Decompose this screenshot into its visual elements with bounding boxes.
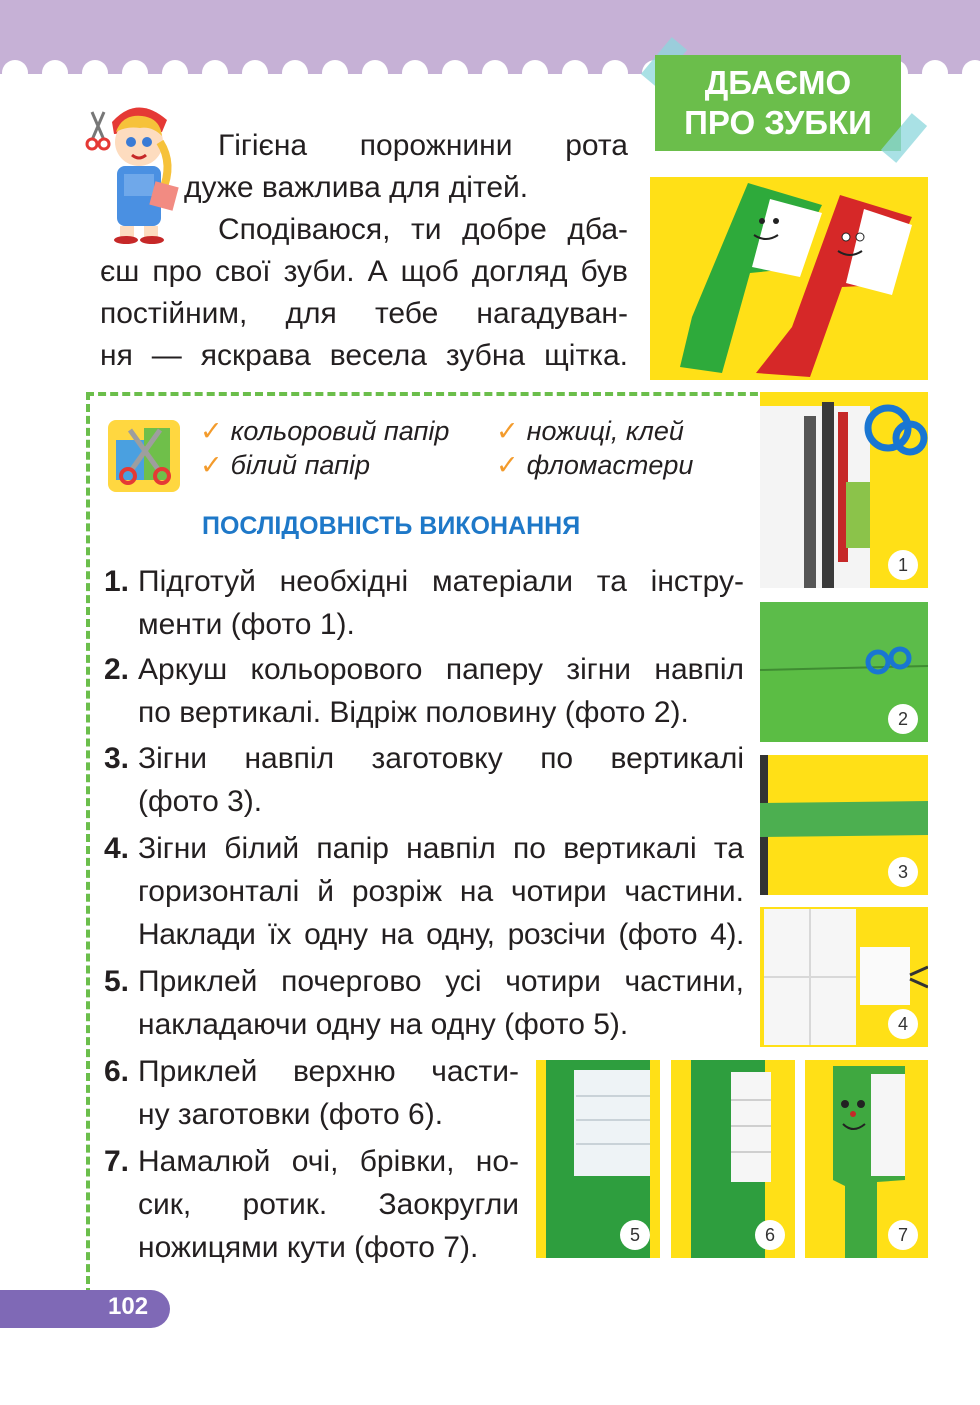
header-dot [602,60,628,86]
step-line: по вертикалі. Відріж половину (фото 2). [138,696,689,729]
step-line: ну заготовки (фото 6). [138,1098,444,1131]
material-item: ✓ фломастери [496,450,694,480]
step-number: 5. [104,965,130,998]
step-line: менти (фото 1). [138,608,355,641]
step-line: Зігни навпіл заготовку по вертикалі [138,742,744,775]
step-number: 3. [104,742,130,775]
intro-line: єш про свої зуби. А щоб догляд був [100,255,628,288]
header-dot [562,60,588,86]
header-dot [202,60,228,86]
step-line: сик, ротик. Заокругли [138,1188,519,1221]
header-dot [962,60,980,86]
title-line-1: ДБАЄМО [704,64,852,101]
material-item: ✓ білий папір [200,450,371,480]
material-item: ✓ ножиці, клей [496,416,684,446]
step-line: накладаючи одну на одну (фото 5). [138,1008,629,1041]
intro-line: Сподіваюся, ти добре дба- [218,213,628,246]
title-line-2: ПРО ЗУБКИ [684,104,872,141]
step-line: ножицями кути (фото 7). [138,1231,479,1264]
photo-2-green-paper [760,602,928,742]
intro-line: ня — яскрава весела зубна щітка. [100,339,628,372]
photo-1-materials [760,392,928,588]
step-line: горизонталі й розріж на чотири частини. [138,875,744,908]
intro-line: постійним, для тебе нагадуван- [100,297,628,330]
step-line: (фото 3). [138,785,263,818]
photo-number: 2 [888,704,918,734]
intro-line: Гігієна порожнини рота [218,129,628,162]
checkmark-icon: ✓ [496,416,519,446]
photo-number: 3 [888,857,918,887]
toothbrush-result-photo [650,177,928,380]
step-line: Аркуш кольорового паперу зігни навпіл [138,653,744,686]
step-number: 2. [104,653,130,686]
checkmark-icon: ✓ [200,416,223,446]
sequence-title: ПОСЛІДОВНІСТЬ ВИКОНАННЯ [202,512,581,540]
photo-4-white-paper [760,907,928,1047]
photo-5-glued-strips [536,1060,660,1258]
material-item: ✓ кольоровий папір [200,416,450,446]
photo-number: 4 [888,1009,918,1039]
checkmark-icon: ✓ [496,450,519,480]
step-number: 7. [104,1145,130,1178]
intro-line: дуже важлива для дітей. [184,171,529,204]
header-dot [442,60,468,86]
photo-6-top-glued [671,1060,795,1258]
section-title-badge [655,55,901,151]
header-dot [482,60,508,86]
intro-text [100,125,628,377]
header-dot [42,60,68,86]
step-number: 6. [104,1055,130,1088]
step-number: 1. [104,565,130,598]
header-dot [282,60,308,86]
step-line: Приклей верхню части- [138,1055,519,1088]
header-dot [2,60,28,86]
header-dot [522,60,548,86]
header-dot [162,60,188,86]
step-line: Намалюй очі, брівки, но- [138,1145,519,1178]
photo-number: 1 [888,550,918,580]
step-line: Зігни білий папір навпіл по вертикалі та [138,832,744,865]
header-dot [122,60,148,86]
page-number: 102 [108,1293,149,1320]
header-dot [402,60,428,86]
photo-3-folded-paper [760,755,928,895]
materials-icon [108,420,180,492]
header-dot [242,60,268,86]
step-line: Наклади їх одну на одну, розсічи (фото 4). [138,918,744,951]
step-number: 4. [104,832,130,865]
header-dot [322,60,348,86]
step-line: Приклей почергово усі чотири частини, [138,965,744,998]
header-dot [362,60,388,86]
header-dot [82,60,108,86]
photo-7-finished-toothbrush [805,1060,928,1258]
photo-number: 7 [888,1220,918,1250]
photo-number: 6 [755,1220,785,1250]
checkmark-icon: ✓ [200,450,223,480]
step-line: Підготуй необхідні матеріали та інстру- [138,565,744,598]
header-dot [922,60,948,86]
photo-number: 5 [620,1220,650,1250]
